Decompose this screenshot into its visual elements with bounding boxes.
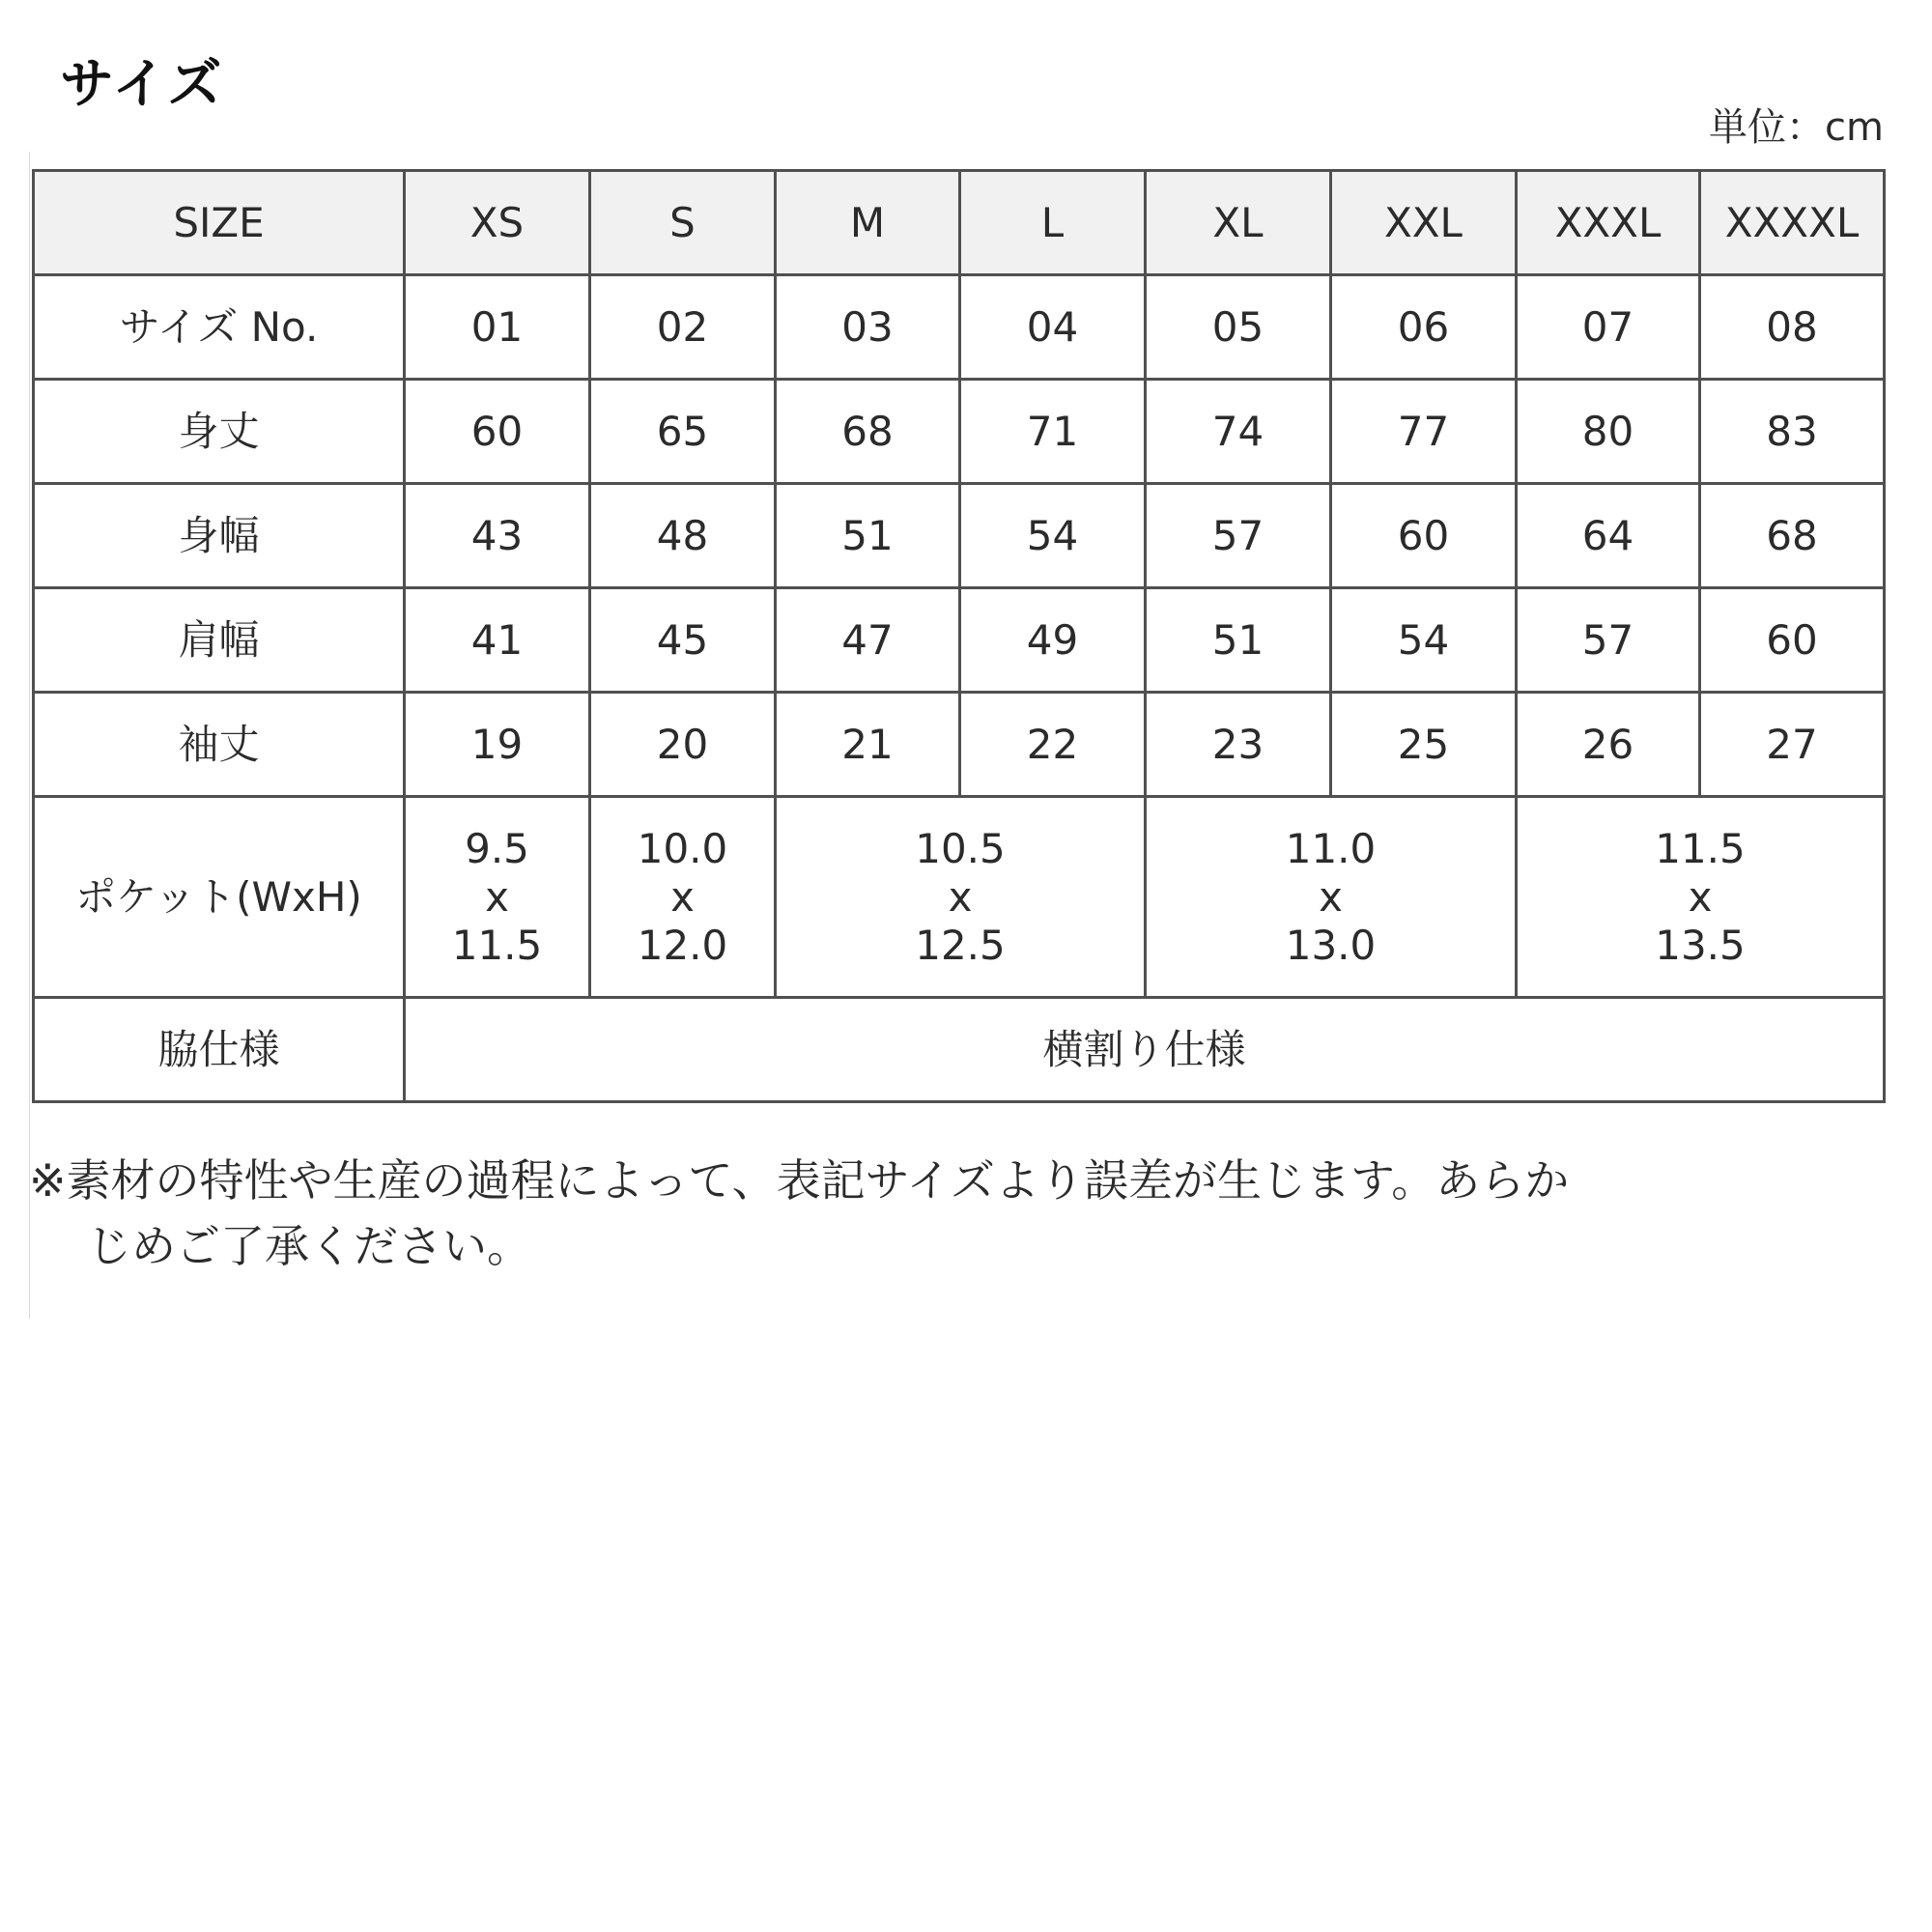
side-spec-cell: 横割り仕様 [405,998,1885,1102]
pocket-cell [776,797,1146,998]
table-cell: 03 [776,275,960,380]
table-row-body-width [34,484,1885,588]
pocket-times: x [1688,872,1713,921]
table-cell: 25 [1331,693,1517,797]
header-size-cell: XL [1146,171,1331,275]
note-line-1: ※素材の特性や生産の過程によって、表記サイズより誤差が生じます。あらか [29,1154,1570,1207]
pocket-height: 13.5 [1655,921,1746,969]
pocket-width: 11.0 [1285,824,1377,872]
row-label-cell: 身丈 [34,380,405,484]
table-cell: 43 [405,484,590,588]
table-cell: 51 [1146,588,1331,693]
header-size-cell: M [776,171,960,275]
pocket-height: 11.5 [451,921,543,969]
pocket-width: 9.5 [465,824,529,872]
table-cell: 01 [405,275,590,380]
table-cell: 07 [1517,275,1700,380]
table-cell: 68 [776,380,960,484]
note-line-2: じめご了承ください。 [87,1220,531,1272]
pocket-times: x [1319,872,1343,921]
table-cell: 26 [1517,693,1700,797]
row-label-cell: 袖丈 [34,693,405,797]
header-size-cell: XXXXL [1700,171,1885,275]
header-size-cell: L [960,171,1146,275]
table-cell: 08 [1700,275,1885,380]
table-cell: 60 [1331,484,1517,588]
pocket-width: 11.5 [1655,824,1746,872]
table-cell: 48 [590,484,776,588]
header-size-cell: S [590,171,776,275]
row-label-cell: サイズ No. [34,275,405,380]
table-cell: 47 [776,588,960,693]
table-cell: 54 [1331,588,1517,693]
table-cell: 83 [1700,380,1885,484]
row-label-cell: 肩幅 [34,588,405,693]
page-title: サイズ [60,53,224,116]
table-cell: 05 [1146,275,1331,380]
table-cell: 21 [776,693,960,797]
table-cell: 20 [590,693,776,797]
table-cell: 71 [960,380,1146,484]
table-cell: 64 [1517,484,1700,588]
table-cell: 57 [1517,588,1700,693]
pocket-height: 12.5 [915,921,1006,969]
table-cell: 54 [960,484,1146,588]
pocket-height: 13.0 [1285,921,1377,969]
table-row-pocket [34,797,1885,998]
table-cell: 57 [1146,484,1331,588]
table-cell: 51 [776,484,960,588]
pocket-width: 10.5 [915,824,1006,872]
size-table [32,169,1886,1103]
pocket-times: x [485,872,509,921]
pocket-cell [405,797,590,998]
table-cell: 19 [405,693,590,797]
pocket-cell [1146,797,1517,998]
pocket-times: x [948,872,973,921]
header-size-cell: XS [405,171,590,275]
pocket-cell [590,797,776,998]
table-cell: 27 [1700,693,1885,797]
table-cell: 45 [590,588,776,693]
table-cell: 65 [590,380,776,484]
row-label-cell: 脇仕様 [34,998,405,1102]
table-cell: 02 [590,275,776,380]
row-label-cell: ポケット(WxH) [34,797,405,998]
pocket-width: 10.0 [637,824,728,872]
table-cell: 60 [1700,588,1885,693]
table-cell: 60 [405,380,590,484]
table-cell: 41 [405,588,590,693]
table-row-shoulder-width [34,588,1885,693]
table-row-body-length [34,380,1885,484]
table-row-sleeve-length [34,693,1885,797]
table-cell: 04 [960,275,1146,380]
disclaimer-note [29,1148,1893,1279]
header-label-cell: SIZE [34,171,405,275]
header-size-cell: XXXL [1517,171,1700,275]
table-row-size-no [34,275,1885,380]
unit-label: 単位：cm [1709,105,1884,150]
table-cell: 68 [1700,484,1885,588]
pocket-height: 12.0 [637,921,728,969]
table-cell: 77 [1331,380,1517,484]
table-cell: 22 [960,693,1146,797]
table-cell: 80 [1517,380,1700,484]
table-cell: 23 [1146,693,1331,797]
header-row [34,171,1885,275]
pocket-cell [1517,797,1885,998]
header-size-cell: XXL [1331,171,1517,275]
left-guide-line [29,152,30,1319]
table-cell: 06 [1331,275,1517,380]
pocket-times: x [670,872,695,921]
table-row-side-spec [34,998,1885,1102]
table-cell: 49 [960,588,1146,693]
row-label-cell: 身幅 [34,484,405,588]
table-cell: 74 [1146,380,1331,484]
